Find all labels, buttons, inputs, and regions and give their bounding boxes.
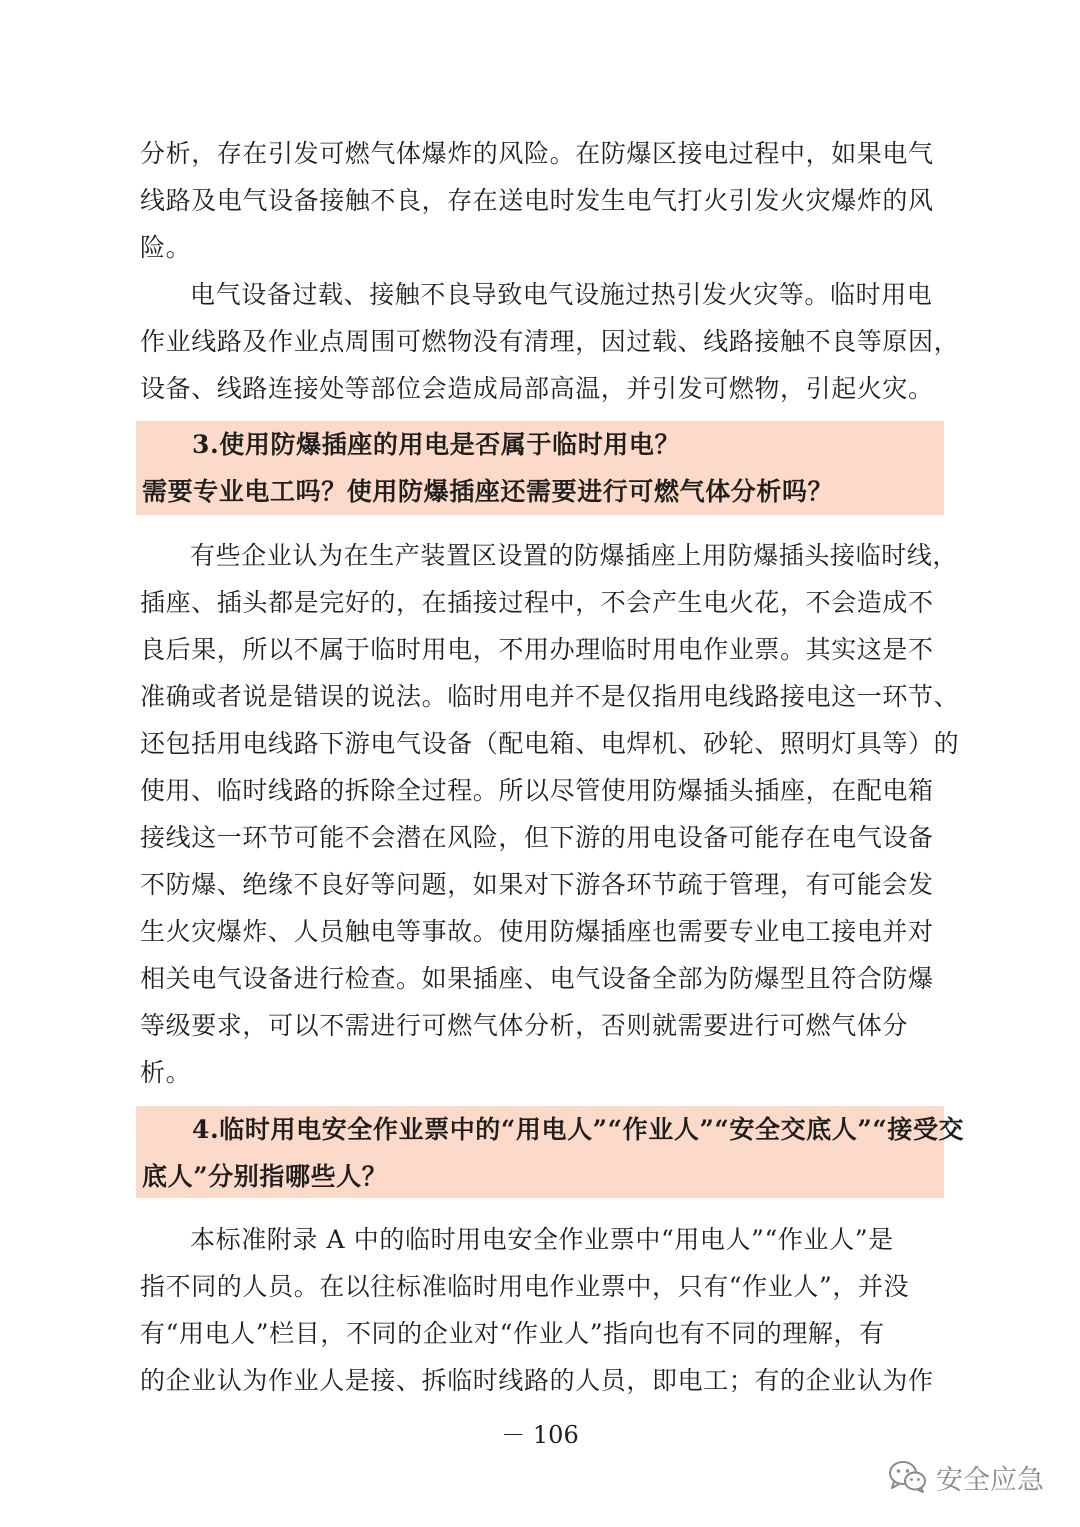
text-line: 分析，存在引发可燃气体爆炸的风险。在防爆区接电过程中，如果电气 [140, 139, 934, 168]
text-line: 作业线路及作业点周围可燃物没有清理，因过载、线路接触不良等原因， [140, 327, 960, 356]
heading-line: 底人”分别指哪些人？ [142, 1162, 388, 1191]
text-line: 插座、插头都是完好的，在插接过程中，不会产生电火花，不会造成不 [140, 588, 934, 617]
text-line: 险。 [140, 233, 192, 262]
text-line: 良后果，所以不属于临时用电，不用办理临时用电作业票。其实这是不 [140, 635, 934, 664]
answer-3 [140, 532, 960, 1096]
text-line: 指不同的人员。在以往标准临时用电作业票中，只有“作业人”，并没 [140, 1272, 910, 1301]
wechat-icon [888, 1460, 928, 1494]
heading-line: 3.使用防爆插座的用电是否属于临时用电？ [192, 430, 681, 459]
page-number: － 106 [501, 1421, 579, 1449]
text-line: 不防爆、绝缘不良好等问题，如果对下游各环节疏于管理，有可能会发 [140, 870, 934, 899]
watermark-text: 安全应急 [936, 1464, 1044, 1496]
text-line: 接线这一环节可能不会潜在风险，但下游的用电设备可能存在电气设备 [140, 823, 934, 852]
text-line: 有“用电人”栏目，不同的企业对“作业人”指向也有不同的理解，有 [140, 1319, 885, 1348]
paragraph-risk-continuation [140, 130, 940, 271]
question-heading-3 [136, 421, 944, 515]
text-line: 使用、临时线路的拆除全过程。所以尽管使用防爆插头插座，在配电箱 [140, 776, 934, 805]
text-line: 线路及电气设备接触不良，存在送电时发生电气打火引发火灾爆炸的风 [140, 186, 934, 215]
heading-line: 需要专业电工吗？使用防爆插座还需要进行可燃气体分析吗？ [142, 477, 834, 506]
heading-line: 4.临时用电安全作业票中的“用电人”“作业人”“安全交底人”“接受交 [192, 1115, 965, 1144]
text-line: 生火灾爆炸、人员触电等事故。使用防爆插座也需要专业电工接电并对 [140, 917, 934, 946]
watermark [888, 1456, 1044, 1498]
text-line: 设备、线路连接处等部位会造成局部高温，并引发可燃物，引起火灾。 [140, 374, 934, 403]
text-line: 析。 [140, 1058, 192, 1087]
text-line: 的企业认为作业人是接、拆临时线路的人员，即电工；有的企业认为作 [140, 1366, 934, 1395]
text-line: 准确或者说是错误的说法。临时用电并不是仅指用电线路接电这一环节、 [140, 682, 960, 711]
text-line: 电气设备过载、接触不良导致电气设施过热引发火灾等。临时用电 [190, 280, 933, 309]
text-line: 本标准附录 A 中的临时用电安全作业票中“用电人”“作业人”是 [190, 1225, 894, 1254]
text-line: 有些企业认为在生产装置区设置的防爆插座上用防爆插头接临时线， [190, 541, 959, 570]
answer-4 [140, 1216, 940, 1404]
paragraph-overload [140, 271, 960, 412]
text-line: 等级要求，可以不需进行可燃气体分析，否则就需要进行可燃气体分 [140, 1011, 909, 1040]
text-line: 还包括用电线路下游电气设备（配电箱、电焊机、砂轮、照明灯具等）的 [140, 729, 960, 758]
text-line: 相关电气设备进行检查。如果插座、电气设备全部为防爆型且符合防爆 [140, 964, 934, 993]
question-heading-4 [136, 1106, 965, 1198]
